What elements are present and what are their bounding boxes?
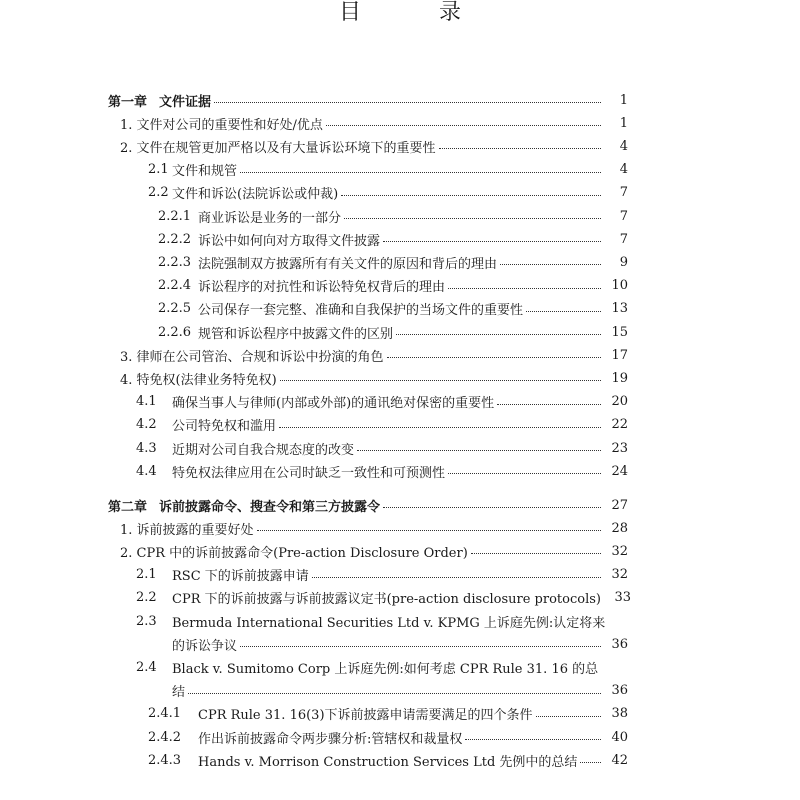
page-number: 9 bbox=[619, 254, 628, 270]
leader-dots bbox=[341, 194, 601, 196]
entry-title: 近期对公司自我合规态度的改变 bbox=[172, 442, 355, 458]
leader-dots bbox=[279, 426, 601, 428]
toc-entry[interactable] bbox=[158, 227, 628, 251]
entry-number: 2.1 bbox=[148, 162, 169, 178]
entry-number: 2.1 bbox=[136, 567, 157, 583]
entry-title: CPR Rule 31. 16(3)下诉前披露申请需要满足的四个条件 bbox=[198, 708, 533, 724]
leader-dots bbox=[357, 449, 601, 451]
entry-title: 商业诉讼是业务的一部分 bbox=[198, 210, 342, 226]
page-title: 目 录 bbox=[338, 0, 489, 25]
toc-entry[interactable] bbox=[120, 516, 628, 540]
entry-number: 2.2.6 bbox=[158, 324, 192, 340]
entry-number: 4.1 bbox=[136, 394, 157, 410]
toc-entry[interactable] bbox=[136, 390, 628, 414]
toc-entry[interactable] bbox=[120, 111, 628, 135]
page-number: 33 bbox=[614, 590, 631, 606]
entry-title: 诉讼中如何向对方取得文件披露 bbox=[198, 233, 381, 249]
toc-entry[interactable] bbox=[120, 366, 628, 390]
entry-title: 4. 特免权(法律业务特免权) bbox=[120, 372, 277, 388]
entry-number: 2.2.1 bbox=[158, 208, 192, 224]
leader-dots bbox=[188, 692, 601, 694]
entry-title: 规管和诉讼程序中披露文件的区别 bbox=[198, 326, 394, 342]
entry-number: 4.2 bbox=[136, 417, 157, 433]
toc-entry[interactable] bbox=[148, 748, 628, 772]
entry-title: 文件和规管 bbox=[172, 164, 238, 180]
entry-number: 4.4 bbox=[136, 463, 157, 479]
page-number: 22 bbox=[611, 417, 628, 433]
entry-title: 诉前披露命令、搜查令和第三方披露令 bbox=[159, 499, 381, 515]
toc-entry[interactable] bbox=[148, 725, 628, 749]
page-number: 20 bbox=[611, 394, 628, 410]
page-number: 42 bbox=[611, 752, 628, 768]
entry-title: 文件和诉讼(法院诉讼或仲裁) bbox=[172, 187, 339, 203]
entry-number: 2.4.2 bbox=[148, 729, 182, 745]
page-number: 32 bbox=[611, 543, 628, 559]
page-number: 1 bbox=[619, 115, 628, 131]
toc-entry[interactable] bbox=[120, 343, 628, 367]
entry-title: Black v. Sumitomo Corp 上诉庭先例:如何考虑 CPR Rule 31. 16 的总 bbox=[172, 661, 599, 677]
toc-entry[interactable] bbox=[136, 586, 631, 610]
entry-title: 文件证据 bbox=[159, 94, 212, 110]
entry-number: 第一章 bbox=[108, 94, 148, 110]
toc-entry[interactable] bbox=[158, 274, 628, 298]
entry-number: 2.2.5 bbox=[158, 301, 192, 317]
leader-dots bbox=[214, 101, 601, 103]
entry-title: 3. 律师在公司管治、合规和诉讼中扮演的角色 bbox=[120, 349, 384, 365]
leader-dots bbox=[500, 263, 601, 265]
leader-dots bbox=[526, 310, 601, 312]
entry-title: Bermuda International Securities Ltd v. KPMG 上诉庭先例:认定将来 bbox=[172, 615, 606, 631]
leader-dots bbox=[383, 240, 601, 242]
entry-title: 2. CPR 中的诉前披露命令(Pre-action Disclosure Order) bbox=[120, 545, 468, 561]
toc-entry[interactable] bbox=[148, 702, 628, 726]
page-number: 17 bbox=[611, 347, 628, 363]
leader-dots bbox=[439, 147, 601, 149]
page-number: 23 bbox=[611, 440, 628, 456]
entry-title: 特免权法律应用在公司时缺乏一致性和可预测性 bbox=[172, 465, 446, 481]
toc-entry[interactable] bbox=[172, 632, 628, 656]
entry-number: 2.4.3 bbox=[148, 752, 182, 768]
page-number: 27 bbox=[611, 497, 628, 513]
page-number: 38 bbox=[611, 706, 628, 722]
leader-dots bbox=[497, 403, 601, 405]
entry-title: 诉讼程序的对抗性和诉讼特免权背后的理由 bbox=[198, 280, 446, 296]
toc-entry[interactable] bbox=[136, 436, 628, 460]
entry-title: 作出诉前披露命令两步骤分析:管辖权和裁量权 bbox=[198, 731, 463, 747]
page-number: 7 bbox=[619, 185, 628, 201]
page-number: 28 bbox=[611, 520, 628, 536]
page-number: 32 bbox=[611, 567, 628, 583]
leader-dots bbox=[387, 356, 601, 358]
leader-dots bbox=[257, 529, 601, 531]
chapter-heading-ch2[interactable] bbox=[108, 493, 628, 517]
toc-entry[interactable] bbox=[136, 655, 628, 679]
toc-entry[interactable] bbox=[136, 413, 628, 437]
entry-number: 2.4 bbox=[136, 659, 157, 675]
entry-title: 1. 诉前披露的重要好处 bbox=[120, 522, 254, 538]
leader-dots bbox=[580, 761, 601, 763]
leader-dots bbox=[240, 171, 601, 173]
entry-number: 2.2 bbox=[136, 590, 157, 606]
toc-entry[interactable] bbox=[158, 320, 628, 344]
entry-title: 的诉讼争议 bbox=[172, 638, 238, 654]
leader-dots bbox=[383, 506, 601, 508]
leader-dots bbox=[448, 472, 601, 474]
leader-dots bbox=[448, 287, 601, 289]
entry-number: 4.3 bbox=[136, 440, 157, 456]
toc-entry[interactable] bbox=[136, 459, 628, 483]
toc-entry[interactable] bbox=[158, 297, 628, 321]
entry-number: 2.2.3 bbox=[158, 254, 192, 270]
page-number: 13 bbox=[611, 301, 628, 317]
page-number: 10 bbox=[611, 278, 628, 294]
leader-dots bbox=[396, 333, 601, 335]
page-number: 4 bbox=[619, 162, 628, 178]
page-number: 7 bbox=[619, 208, 628, 224]
page-number: 40 bbox=[611, 729, 628, 745]
toc-entry[interactable] bbox=[158, 250, 628, 274]
entry-title: 结 bbox=[172, 685, 186, 701]
entry-title: 2. 文件在规管更加严格以及有大量诉讼环境下的重要性 bbox=[120, 140, 436, 156]
entry-number: 2.2 bbox=[148, 185, 169, 201]
leader-dots bbox=[312, 576, 601, 578]
chapter-heading-ch1[interactable] bbox=[108, 88, 628, 112]
leader-dots bbox=[471, 552, 601, 554]
page-number: 24 bbox=[611, 463, 628, 479]
page-number: 4 bbox=[619, 138, 628, 154]
entry-title: 公司特免权和滥用 bbox=[172, 419, 277, 435]
entry-title: 公司保存一套完整、准确和自我保护的当场文件的重要性 bbox=[198, 303, 524, 319]
entry-number: 2.4.1 bbox=[148, 706, 182, 722]
page-number: 19 bbox=[611, 370, 628, 386]
page-number: 7 bbox=[619, 231, 628, 247]
entry-number: 2.3 bbox=[136, 613, 157, 629]
leader-dots bbox=[326, 124, 601, 126]
toc-entry[interactable] bbox=[148, 158, 628, 182]
toc-entry[interactable] bbox=[172, 679, 628, 703]
entry-title: RSC 下的诉前披露申请 bbox=[172, 569, 309, 585]
page-number: 36 bbox=[611, 683, 628, 699]
toc-entry[interactable] bbox=[120, 539, 628, 563]
leader-dots bbox=[280, 379, 601, 381]
leader-dots bbox=[344, 217, 601, 219]
page-number: 15 bbox=[611, 324, 628, 340]
entry-title: CPR 下的诉前披露与诉前披露议定书(pre-action disclosure protocols) bbox=[172, 592, 601, 608]
leader-dots bbox=[465, 738, 601, 740]
page-number: 1 bbox=[619, 92, 628, 108]
entry-number: 第二章 bbox=[108, 499, 148, 515]
entry-title: 确保当事人与律师(内部或外部)的通讯绝对保密的重要性 bbox=[172, 396, 495, 412]
entry-title: 法院强制双方披露所有有关文件的原因和背后的理由 bbox=[198, 256, 498, 272]
entry-number: 2.2.2 bbox=[158, 231, 192, 247]
page-number: 36 bbox=[611, 636, 628, 652]
leader-dots bbox=[536, 715, 601, 717]
leader-dots bbox=[240, 645, 601, 647]
toc-entry[interactable] bbox=[148, 181, 628, 205]
toc-entry[interactable] bbox=[158, 204, 628, 228]
entry-title: Hands v. Morrison Construction Services Ltd 先例中的总结 bbox=[198, 754, 578, 770]
toc-entry[interactable] bbox=[136, 563, 628, 587]
entry-title: 1. 文件对公司的重要性和好处/优点 bbox=[120, 117, 323, 133]
toc-entry[interactable] bbox=[120, 134, 628, 158]
entry-number: 2.2.4 bbox=[158, 278, 192, 294]
toc-entry[interactable] bbox=[136, 609, 628, 633]
